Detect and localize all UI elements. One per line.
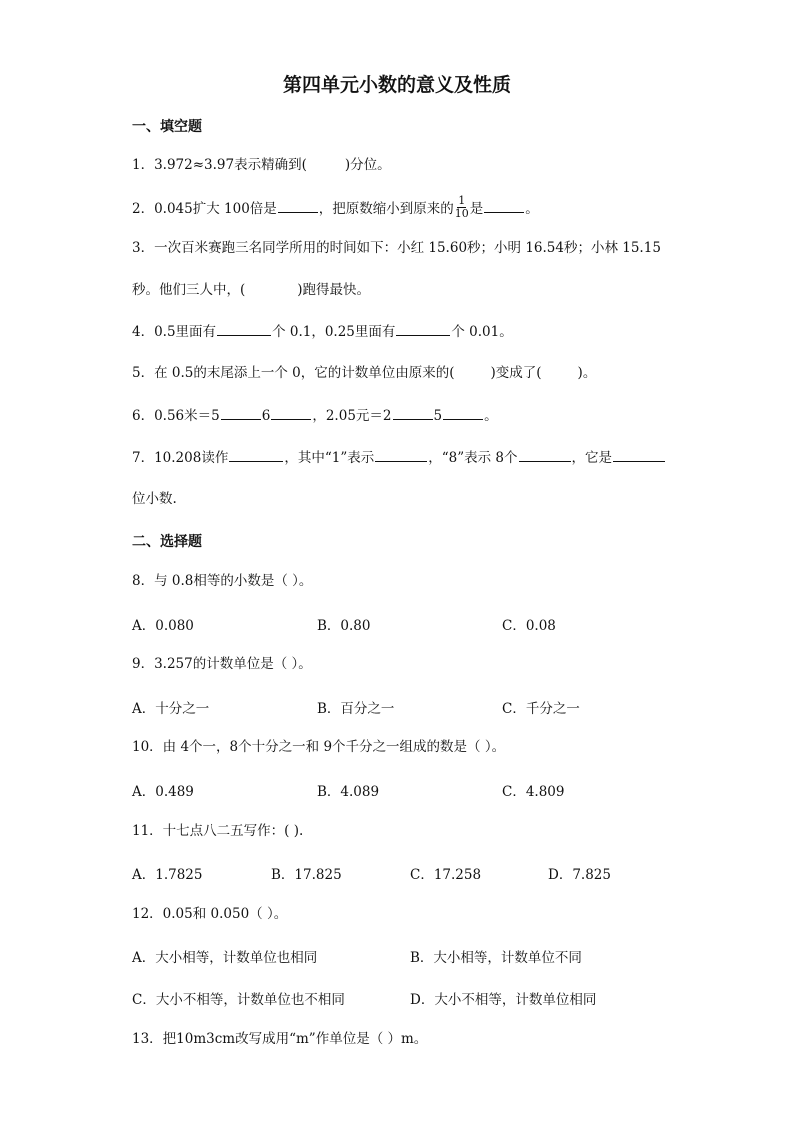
question-5: 5．在 0.5的末尾添上一个 0，它的计数单位由原来的( )变成了( )。 xyxy=(132,365,597,381)
option-d[interactable]: D．大小不相等，计数单位相同 xyxy=(410,992,597,1008)
option-b[interactable]: B．4.089 xyxy=(317,784,380,800)
question-8: 8．与 0.8相等的小数是（ ）。 xyxy=(132,573,313,589)
question-13: 13．把10m3cm改写成用“m”作单位是（ ）m。 xyxy=(132,1031,428,1047)
answer-blank[interactable] xyxy=(443,405,483,420)
answer-blank[interactable] xyxy=(375,447,427,462)
question-7-line-2: 位小数. xyxy=(132,491,177,507)
answer-blank[interactable] xyxy=(229,447,283,462)
question-12: 12．0.05和 0.050（ ）。 xyxy=(132,906,288,922)
option-a[interactable]: A．大小相等，计数单位也相同 xyxy=(132,950,318,966)
option-c[interactable]: C．大小不相等，计数单位也不相同 xyxy=(132,992,345,1008)
answer-blank[interactable] xyxy=(278,198,318,213)
option-c[interactable]: C．0.08 xyxy=(502,618,556,634)
option-b[interactable]: B．17.825 xyxy=(271,867,342,883)
question-4: 4．0.5里面有 个 0.1，0.25里面有 个 0.01。 xyxy=(132,321,513,342)
question-1: 1．3.972≈3.97表示精确到( )分位。 xyxy=(132,157,391,173)
answer-blank[interactable] xyxy=(613,447,665,462)
answer-blank[interactable] xyxy=(396,321,450,336)
section-fill-heading: 一、填空题 xyxy=(132,119,202,135)
option-b[interactable]: B．百分之一 xyxy=(317,701,395,717)
question-10: 10．由 4个一，8个十分之一和 9个千分之一组成的数是（ ）。 xyxy=(132,739,506,755)
answer-blank[interactable] xyxy=(393,405,433,420)
option-d[interactable]: D．7.825 xyxy=(548,867,611,883)
question-3-line-1: 3．一次百米赛跑三名同学所用的时间如下：小红 15.60秒；小明 16.54秒；小林 15.15 xyxy=(132,240,661,256)
section-choice-heading: 二、选择题 xyxy=(132,534,202,550)
question-3-line-2: 秒。他们三人中，( )跑得最快。 xyxy=(132,282,371,298)
fraction: $\frac{1}{10}$ xyxy=(454,194,469,220)
option-c[interactable]: C．4.809 xyxy=(502,784,565,800)
option-a[interactable]: A．1.7825 xyxy=(132,867,203,883)
option-c[interactable]: C．17.258 xyxy=(410,867,482,883)
answer-blank[interactable] xyxy=(519,447,571,462)
page-title: 第四单元小数的意义及性质 xyxy=(282,74,511,96)
question-9: 9．3.257的计数单位是（ ）。 xyxy=(132,656,312,672)
answer-blank[interactable] xyxy=(484,198,524,213)
option-a[interactable]: A．0.080 xyxy=(132,618,194,634)
question-7: 7．10.208读作 ，其中“1”表示 ，“8”表示 8个 ，它是 xyxy=(132,447,666,468)
option-a[interactable]: A．0.489 xyxy=(132,784,194,800)
question-2: 2．0.045扩大 100倍是 ，把原数缩小到原来的 $\frac{1}{10}$ 是 。 xyxy=(132,194,539,220)
option-b[interactable]: B．大小相等，计数单位不同 xyxy=(410,950,582,966)
answer-blank[interactable] xyxy=(271,405,311,420)
question-6: 6．0.56米＝5 6 ，2.05元＝2 5 。 xyxy=(132,405,498,426)
option-a[interactable]: A．十分之一 xyxy=(132,701,210,717)
answer-blank[interactable] xyxy=(217,321,271,336)
option-b[interactable]: B．0.80 xyxy=(317,618,371,634)
option-c[interactable]: C．千分之一 xyxy=(502,701,580,717)
answer-blank[interactable] xyxy=(221,405,261,420)
question-11: 11．十七点八二五写作：( ). xyxy=(132,823,304,839)
